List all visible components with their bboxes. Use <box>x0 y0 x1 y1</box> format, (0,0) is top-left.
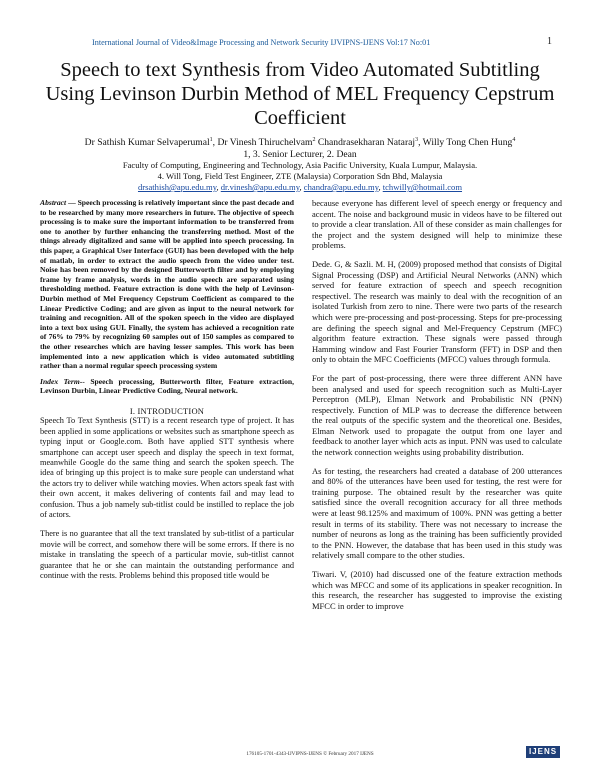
running-header: International Journal of Video&Image Processing and Network Security IJVIPNS-IJENS Vol:17 No:01 <box>92 38 431 47</box>
paragraph: There is no guarantee that all the text translated by sub-titlist of a particular movie will be correct, and somehow there will be some errors. If there is no mistake in translating the speech of a particular movie, sub-titlist cannot guarantee that he or she can maintain the outstanding performance and continue with the rests. Problems behind this proposed title would be <box>40 529 294 580</box>
abstract-label: Abstract <box>40 198 67 207</box>
affiliation-2: 4. Will Tong, Field Test Engineer, ZTE (Malaysia) Corporation Sdn Bhd, Malaysia <box>157 171 443 181</box>
author-1: Dr Sathish Kumar Selvaperumal <box>84 137 210 149</box>
email-list <box>20 182 580 192</box>
paragraph: As for testing, the researchers had created a database of 200 utterances and 80% of the utterances have been used for testing, the rest were for training purpose. The obtained result by the researcher was quite satisfied since the overall recognition accuracy for all three methods were at least 98.125% and maximum of 100%. PNN was getting a better result in terms of its stability. There was not necessary to increase the number of neurons as long as the training has been sufficiently provided to the PNN. However, the database that has been used in this study was relatively small compare to the other studies. <box>312 465 562 561</box>
author-list <box>20 134 580 161</box>
email-separator: , <box>299 182 304 192</box>
author-4-mark: 4 <box>512 137 516 143</box>
left-column <box>40 198 294 590</box>
author-3: Chandrasekharan Nataraj <box>315 137 416 149</box>
index-terms-dash: -- <box>79 376 91 386</box>
author-3-mark: 3 <box>415 137 419 143</box>
email-separator: , <box>216 182 221 192</box>
author-roles: 1, 3. Senior Lecturer, 2. Dean <box>243 149 357 161</box>
section-heading-introduction: I. INTRODUCTION <box>129 405 205 416</box>
index-terms-text: Speech processing, Butterworth filter, Feature extraction, Levinson Durbin, Linear Predictive Coding, Neural network. <box>40 376 294 396</box>
author-4: , Willy Tong Chen Hung <box>418 137 513 149</box>
affiliation-1: Faculty of Computing, Engineering and Technology, Asia Pacific University, Kuala Lumpur, Malaysia. <box>122 160 478 170</box>
abstract-text: Speech processing is relatively important since the past decade and to be researched by many more researchers in future. The objective of speech processing is to make sure the important information to be transferred from one to another by further enhancing the transferring method. Most of the things already digitalized and same will be applied into speech processing. In this paper, a Graphical User Interface (GUI) has been developed with the help of matlab, in order to extract the audio speech from the video under test. Noise has been removed by the designed Butterworth filter and by employing frame by frame analysis, words in the audio speech are separated using thresholding method. Feature extraction is done with the help of Levinson-Durbin method of Mel Frequency Cepstrum Coefficient as compared to the Linear Predictive Coding; and are given as input to the neural network for training and recognition. All of the spoken speech in the video are displayed into a text box using GUI. Finally, the system has achieved a recognition rate of 76% to 79% by recognizing 60 samples out of 150 samples as compared to the other researches which are having lesser samples. This work has been implemented into a new application which is video automated subtitling rather than a normal regular speech processing system <box>40 198 294 371</box>
paper-title: Speech to text Synthesis from Video Automated Subtitling Using Levinson Durbin Method of MEL Frequency Cepstrum Coefficient <box>45 59 555 129</box>
page-footer: 176105-1701-4343-IJVIPNS-IJENS © February 2017 IJENS <box>246 751 374 757</box>
page-number: 1 <box>547 36 552 47</box>
abstract <box>40 198 294 371</box>
paragraph: Tiwari. V, (2010) had discussed one of the feature extraction methods which was MFCC and some of its applications in speaker recognition. In this research, the researcher has suggested to improvise the existing MFCC in order to improve <box>312 569 562 611</box>
author-2: , Dr Vinesh Thiruchelvam <box>212 137 313 149</box>
right-column <box>312 198 562 619</box>
paragraph: Dede. G, & Sazli. M. H, (2009) proposed method that consists of Digital Signal Processing (DSP) and Artificial Neural Networks (ANN) which served for feature extraction of speech and speech recognition respectivel. The research was mainly to deal with the recognition of an isolated Turkish from zero to nine. There were two parts of the research which were pre-processing and post-processing. Steps for pre-processing are defining the speech signal and Mel-Frequency Cepstrum (MFC) algorithm feature extraction. These signals were passed through Hamming window and Fast Fourier Transform (FFT) in DSP and then only to obtain the MFC Coefficients (MFCC) values through formula. <box>312 258 562 365</box>
paragraph: because everyone has different level of speech energy or frequency and accent. The noise and background music in videos have to be filtered out to provide a clear translation. All of these consider as main challenges for the project and the system designed will help to minimize these problems. <box>312 198 562 251</box>
paragraph: Speech To Text Synthesis (STT) is a recent research type of project. It has been applied in some applications or websites such as smartphone speech as typing input or Google.com. Both have applied STT synthesis where smartphone can accept user speech and display the speech in text format, meanwhile Google do the same thing and search the spoken speech. The idea of bringing up this project is to make sure people can understand what the actors try to deliver while watching movies. When actors speak fast with their own accent, it makes delivering of contents fail and may lead to confusion. Thus a job namely sub-titlist could be instilled to replace the job of actors. <box>40 416 294 519</box>
paragraph: For the part of post-processing, there were three different ANN have been analysed and used for speech recognition such as Multi-Layer Perceptron (MLP), Elman Network and Probabilistic NN (PNN) respectively. Function of MLP was to decrease the difference between the real outputs of the specific system and the theoretical one. Besides, Elman Network used to propagate the output from one layer and feedback to another layer which acts as input. PNN was used to calculate the network connection weights using probability distribution. <box>312 372 562 458</box>
email-separator: , <box>378 182 383 192</box>
email-link-4[interactable]: tchwilly@hotmail.com <box>382 182 463 192</box>
email-link-1[interactable]: drsathish@apu.edu.my <box>137 182 217 192</box>
email-link-2[interactable]: dr.vinesh@apu.edu.my <box>220 182 300 192</box>
abstract-dash: — <box>66 198 78 207</box>
author-2-mark: 2 <box>312 137 316 143</box>
email-link-3[interactable]: chandra@apu.edu.my <box>303 182 379 192</box>
index-terms-label: Index Term <box>40 376 80 386</box>
author-names <box>20 134 580 149</box>
journal-logo: IJENS <box>526 746 560 758</box>
index-terms <box>40 377 294 396</box>
author-1-mark: 1 <box>209 137 213 143</box>
